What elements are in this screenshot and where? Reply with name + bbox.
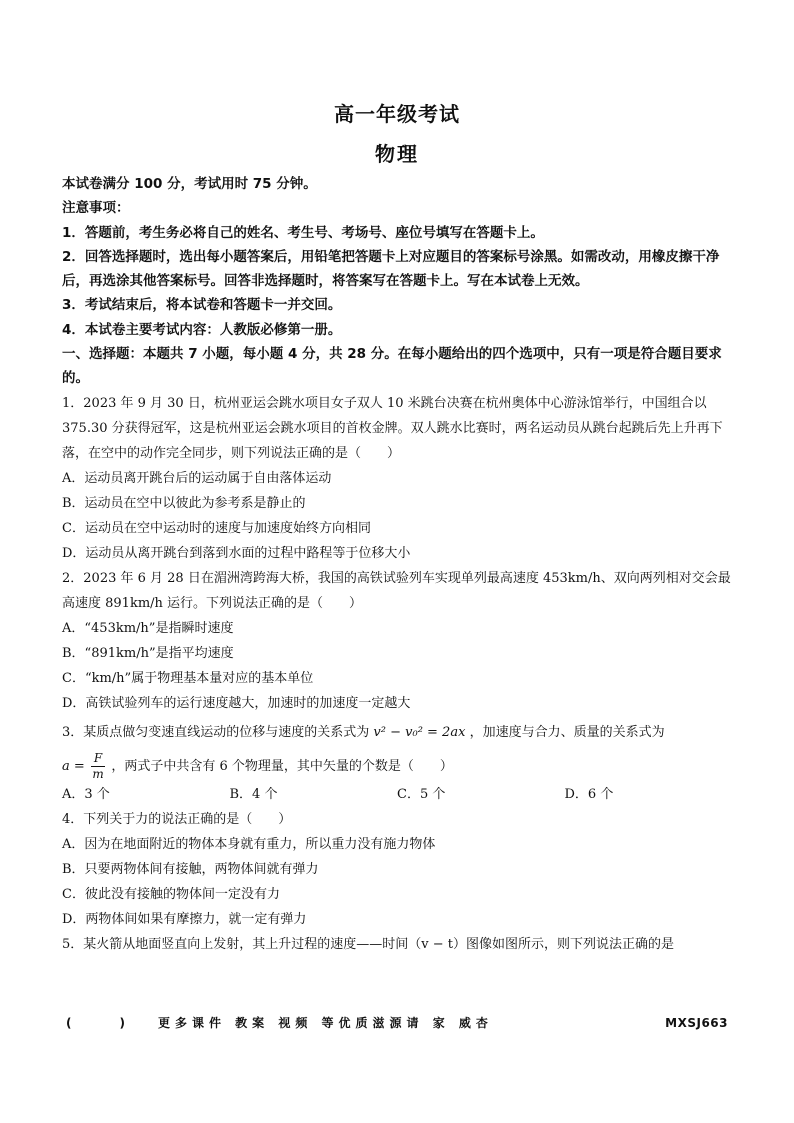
exam-title: 高一年级考试: [334, 102, 460, 126]
question-4-option-b: B．只要两物体间有接触，两物体间就有弹力: [62, 861, 319, 877]
fraction-numerator: F: [91, 751, 105, 767]
note-item-2: 2．回答选择题时，选出每小题答案后，用铅笔把答题卡上对应题目的答案标号涂黑。如需改动，用橡皮擦干净后，再选涂其他答案标号。回答非选择题时，将答案写在答题卡上。写在本试卷上无效。: [62, 248, 720, 290]
note-item-3: 3．考试结束后，将本试卷和答题卡一并交回。: [62, 297, 342, 314]
question-3-option-d: D．6 个: [564, 786, 614, 802]
footer-paren: ( ): [66, 1016, 125, 1030]
score-line: 本试卷满分 100 分，考试用时 75 分钟。: [62, 176, 317, 192]
footer-ad-text: 更多课件 教案 视频 等优质滋源请 家 威杏: [158, 1016, 493, 1030]
question-2-option-a: A．“453km/h”是指瞬时速度: [62, 620, 234, 636]
footer-code: MXSJ663: [665, 1015, 728, 1030]
question-1-option-b: B．运动员在空中以彼此为参考系是静止的: [62, 495, 306, 511]
question-3-option-b: B．4 个: [229, 786, 278, 802]
question-1-stem: 1．2023 年 9 月 30 日，杭州亚运会跳水项目女子双人 10 米跳台决赛在杭州奥体中心游泳馆举行，中国组合以 375.30 分获得冠军，这是杭州亚运会跳水项目的首枚金牌。双人跳水比赛时，两名运动员从跳台起跳后先上升再下落，在空中的动作完全同步，则下列说法正确的是（ ）: [62, 395, 723, 461]
question-4-option-d: D．两物体间如果有摩擦力，就一定有弹力: [62, 911, 307, 927]
question-3-stem-part-c: ，两式子中共含有 6 个物理量，其中矢量的个数是（ ）: [111, 758, 453, 774]
newton-formula-fraction: [91, 751, 105, 782]
question-2-option-d: D．高铁试验列车的运行速度越大，加速时的加速度一定越大: [62, 695, 411, 711]
notes-heading: 注意事项：: [62, 200, 130, 217]
question-2-stem: 2．2023 年 6 月 28 日在湄洲湾跨海大桥，我国的高铁试验列车实现单列最高速度 453km/h、双向两列相对交会最高速度 891km/h 运行。下列说法正确的是（ ）: [62, 570, 731, 611]
note-item-4: 4．本试卷主要考试内容：人教版必修第一册。: [62, 321, 342, 338]
question-4-option-a: A．因为在地面附近的物体本身就有重力，所以重力没有施力物体: [62, 836, 436, 852]
note-item-1: 1．答题前，考生务必将自己的姓名、考生号、考场号、座位号填写在答题卡上。: [62, 224, 544, 241]
question-3-stem-part-b: ，加速度与合力、质量的关系式为: [469, 724, 665, 740]
question-3-stem: [62, 720, 732, 745]
section-heading: 一、选择题：本题共 7 小题，每小题 4 分，共 28 分。在每小题给出的四个选项中，只有一项是符合题目要求的。: [62, 346, 722, 387]
question-4-stem: 4．下列关于力的说法正确的是（ ）: [62, 811, 292, 827]
exam-subject: 物理: [375, 142, 419, 166]
displacement-velocity-formula: v² − v₀² = 2ax: [373, 724, 466, 740]
exam-content: [62, 172, 732, 957]
question-4-option-c: C．彼此没有接触的物体间一定没有力: [62, 886, 280, 902]
question-2-option-b: B．“891km/h”是指平均速度: [62, 645, 234, 661]
question-3-option-c: C．5 个: [397, 786, 446, 802]
page-footer: [66, 1014, 728, 1031]
question-3-options: [62, 782, 732, 807]
question-1-option-d: D．运动员从离开跳台到落到水面的过程中路程等于位移大小: [62, 545, 411, 561]
question-1-option-c: C．运动员在空中运动时的速度与加速度始终方向相同: [62, 520, 371, 536]
fraction-denominator: m: [92, 766, 104, 781]
question-2-option-c: C．“km/h”属于物理基本量对应的基本单位: [62, 670, 314, 686]
question-3-formula-line: [62, 751, 732, 782]
question-5-stem: 5．某火箭从地面竖直向上发射，其上升过程的速度——时间（v − t）图像如图所示，则下列说法正确的是: [62, 936, 674, 952]
question-3-option-a: A．3 个: [62, 786, 110, 802]
question-3-stem-part-a: 3．某质点做匀变速直线运动的位移与速度的关系式为: [62, 724, 370, 740]
newton-formula-lhs: a =: [62, 758, 85, 774]
question-1-option-a: A．运动员离开跳台后的运动属于自由落体运动: [62, 470, 332, 486]
